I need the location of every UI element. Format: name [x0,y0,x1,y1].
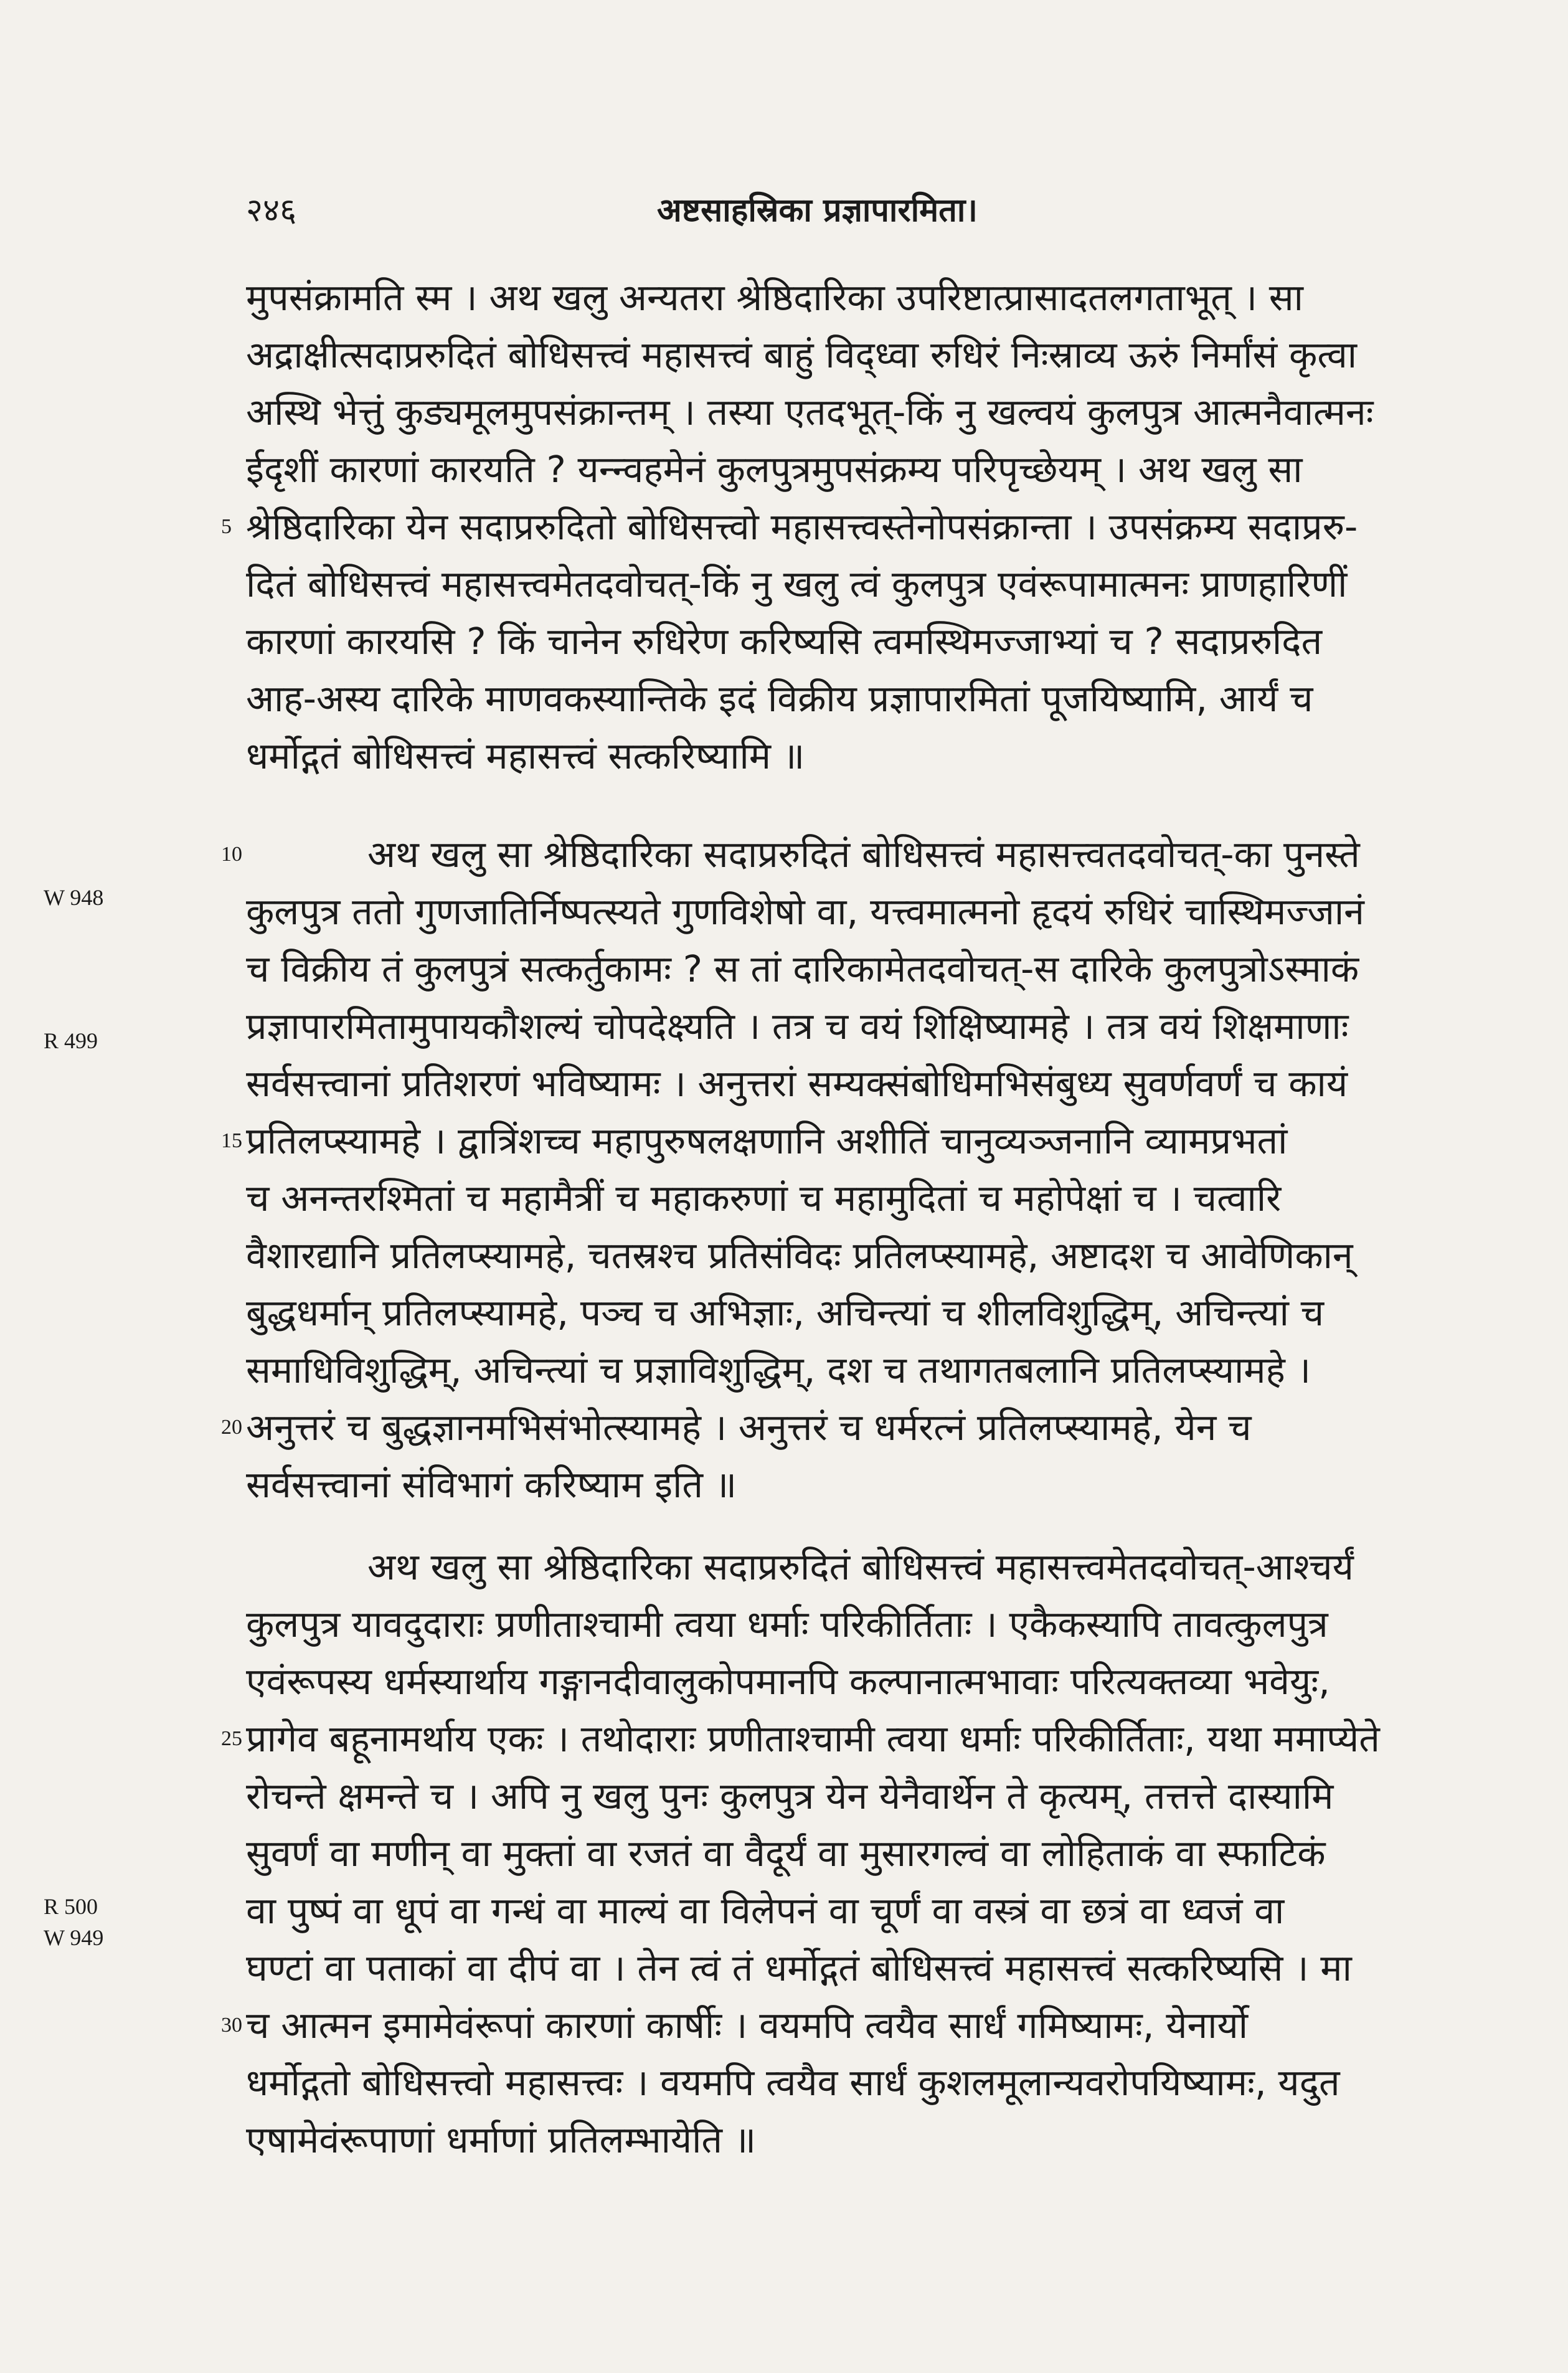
text-line: कुलपुत्र यावदुदाराः प्रणीताश्चामी त्वया धर्माः परिकीर्तिताः । एकैकस्यापि तावत्कुलपुत्र [246,1603,1328,1646]
line-number: 10 [221,843,242,866]
text-line: च अनन्तरश्मितां च महामैत्रीं च महाकरुणां च महामुदितां च महोपेक्षां च । चत्वारि [246,1177,1282,1220]
text-line: श्रेष्ठिदारिका येन सदाप्ररुदितो बोधिसत्त्वो महासत्त्वस्तेनोपसंक्रान्ता । उपसंक्रम्य सदाप्ररु- [246,505,1358,548]
line-number: 20 [221,1416,242,1439]
text-line: ईदृशीं कारणां कारयति ? यन्न्वहमेनं कुलपुत्रमुपसंक्रम्य परिपृच्छेयम् । अथ खलु सा [246,448,1303,491]
text-line: अद्राक्षीत्सदाप्ररुदितं बोधिसत्त्वं महासत्त्वं बाहुं विद्ध्वा रुधिरं निःस्राव्य ऊरुं निर्मांसं कृत्वा [246,333,1358,376]
margin-reference: W 949 [44,1925,104,1950]
text-line: आह-अस्य दारिके माणवकस्यान्तिके इदं विक्रीय प्रज्ञापारमितां पूजयिष्यामि, आर्यं च [246,677,1313,720]
text-line: सुवर्णं वा मणीन् वा मुक्तां वा रजतं वा वैदूर्यं वा मुसारगल्वं वा लोहिताकं वा स्फाटिकं [246,1832,1326,1875]
text-line: बुद्धधर्मान् प्रतिलप्स्यामहे, पञ्च च अभिज्ञाः, अचिन्त्यां च शीलविशुद्धिम्, अचिन्त्यां च [246,1291,1325,1334]
text-line: कारणां कारयसि ? किं चानेन रुधिरेण करिष्यसि त्वमस्थिमज्जाभ्यां च ? सदाप्ररुदित [246,620,1323,663]
text-line: प्रागेव बहूनामर्थाय एकः । तथोदाराः प्रणीताश्चामी त्वया धर्माः परिकीर्तिताः, यथा ममाप्येते [246,1717,1380,1760]
margin-reference: W 948 [44,885,104,910]
text-line: धर्मोद्गतं बोधिसत्त्वं महासत्त्वं सत्करिष्यामि ॥ [246,734,805,777]
line-number: 15 [221,1129,242,1152]
page-title: अष्टसाहस्रिका प्रज्ञापारमिता। [657,192,978,229]
text-line: च विक्रीय तं कुलपुत्रं सत्कर्तुकामः ? स तां दारिकामेतदवोचत्-स दारिके कुलपुत्रोऽस्माकं [246,947,1359,990]
text-line: मुपसंक्रामति स्म । अथ खलु अन्यतरा श्रेष्ठिदारिका उपरिष्टात्प्रासादतलगताभूत् । सा [246,276,1303,319]
text-line: एषामेवंरूपाणां धर्माणां प्रतिलम्भायेति ॥ [246,2118,757,2161]
text-line: वा पुष्पं वा धूपं वा गन्धं वा माल्यं वा विलेपनं वा चूर्णं वा वस्त्रं वा छत्रं वा ध्वजं वा [246,1889,1285,1932]
page-number: २४६ [246,192,297,229]
text-line: वैशारद्यानि प्रतिलप्स्यामहे, चतस्रश्च प्रतिसंविदः प्रतिलप्स्यामहे, अष्टादश च आवेणिकान् [246,1234,1353,1277]
line-number: 25 [221,1727,242,1750]
margin-reference: R 500 [44,1894,98,1919]
text-line: एवंरूपस्य धर्मस्यार्थाय गङ्गानदीवालुकोपमानपि कल्पानात्मभावाः परित्यक्तव्या भवेयुः, [246,1660,1330,1703]
text-line: घण्टां वा पताकां वा दीपं वा । तेन त्वं तं धर्मोद्गतं बोधिसत्त्वं महासत्त्वं सत्करिष्यसि । मा [246,1946,1352,1989]
text-line: रोचन्ते क्षमन्ते च । अपि नु खलु पुनः कुलपुत्र येन येनैवार्थेन ते कृत्यम्, तत्तत्ते दास्यामि [246,1774,1334,1817]
text-line: सर्वसत्त्वानां संविभागं करिष्याम इति ॥ [246,1463,737,1506]
text-line: च आत्मन इमामेवंरूपां कारणां कार्षीः । वयमपि त्वयैव सार्धं गमिष्यामः, येनार्यो [246,2004,1249,2047]
text-line: दितं बोधिसत्त्वं महासत्त्वमेतदवोचत्-किं नु खलु त्वं कुलपुत्र एवंरूपामात्मनः प्राणहारिणीं [246,562,1348,605]
text-line: अनुत्तरं च बुद्धज्ञानमभिसंभोत्स्यामहे । अनुत्तरं च धर्मरत्नं प्रतिलप्स्यामहे, येन च [246,1406,1252,1449]
text-line: अथ खलु सा श्रेष्ठिदारिका सदाप्ररुदितं बोधिसत्त्वं महासत्त्वमेतदवोचत्-आश्चर्यं [367,1545,1354,1588]
page-header [246,187,1491,237]
margin-reference: R 499 [44,1028,98,1053]
text-line: अस्थि भेत्तुं कुड्यमूलमुपसंक्रान्तम् । तस्या एतदभूत्-किं नु खल्वयं कुलपुत्र आत्मनैवात्मनः [246,391,1374,433]
line-number: 5 [221,515,232,538]
text-line: प्रज्ञापारमितामुपायकौशल्यं चोपदेक्ष्यति । तत्र च वयं शिक्षिष्यामहे । तत्र वयं शिक्षमाणाः [246,1005,1349,1048]
text-line: सर्वसत्त्वानां प्रतिशरणं भविष्यामः । अनुत्तरां सम्यक्संबोधिमभिसंबुध्य सुवर्णवर्णं च कायं [246,1062,1348,1105]
text-line: प्रतिलप्स्यामहे । द्वात्रिंशच्च महापुरुषलक्षणानि अशीतिं चानुव्यञ्जनानि व्यामप्रभतां [246,1119,1288,1162]
text-line: समाधिविशुद्धिम्, अचिन्त्यां च प्रज्ञाविशुद्धिम्, दश च तथागतबलानि प्रतिलप्स्यामहे । [246,1348,1311,1391]
text-line: धर्मोद्गतो बोधिसत्त्वो महासत्त्वः । वयमपि त्वयैव सार्धं कुशलमूलान्यवरोपयिष्यामः, यदुत [246,2061,1340,2104]
line-number: 30 [221,2014,242,2037]
text-line: कुलपुत्र ततो गुणजातिर्निष्पत्स्यते गुणविशेषो वा, यत्त्वमात्मनो हृदयं रुधिरं चास्थिमज्जानं [246,890,1364,933]
text-line: अथ खलु सा श्रेष्ठिदारिका सदाप्ररुदितं बोधिसत्त्वं महासत्त्वतदवोचत्-का पुनस्ते [367,833,1360,876]
